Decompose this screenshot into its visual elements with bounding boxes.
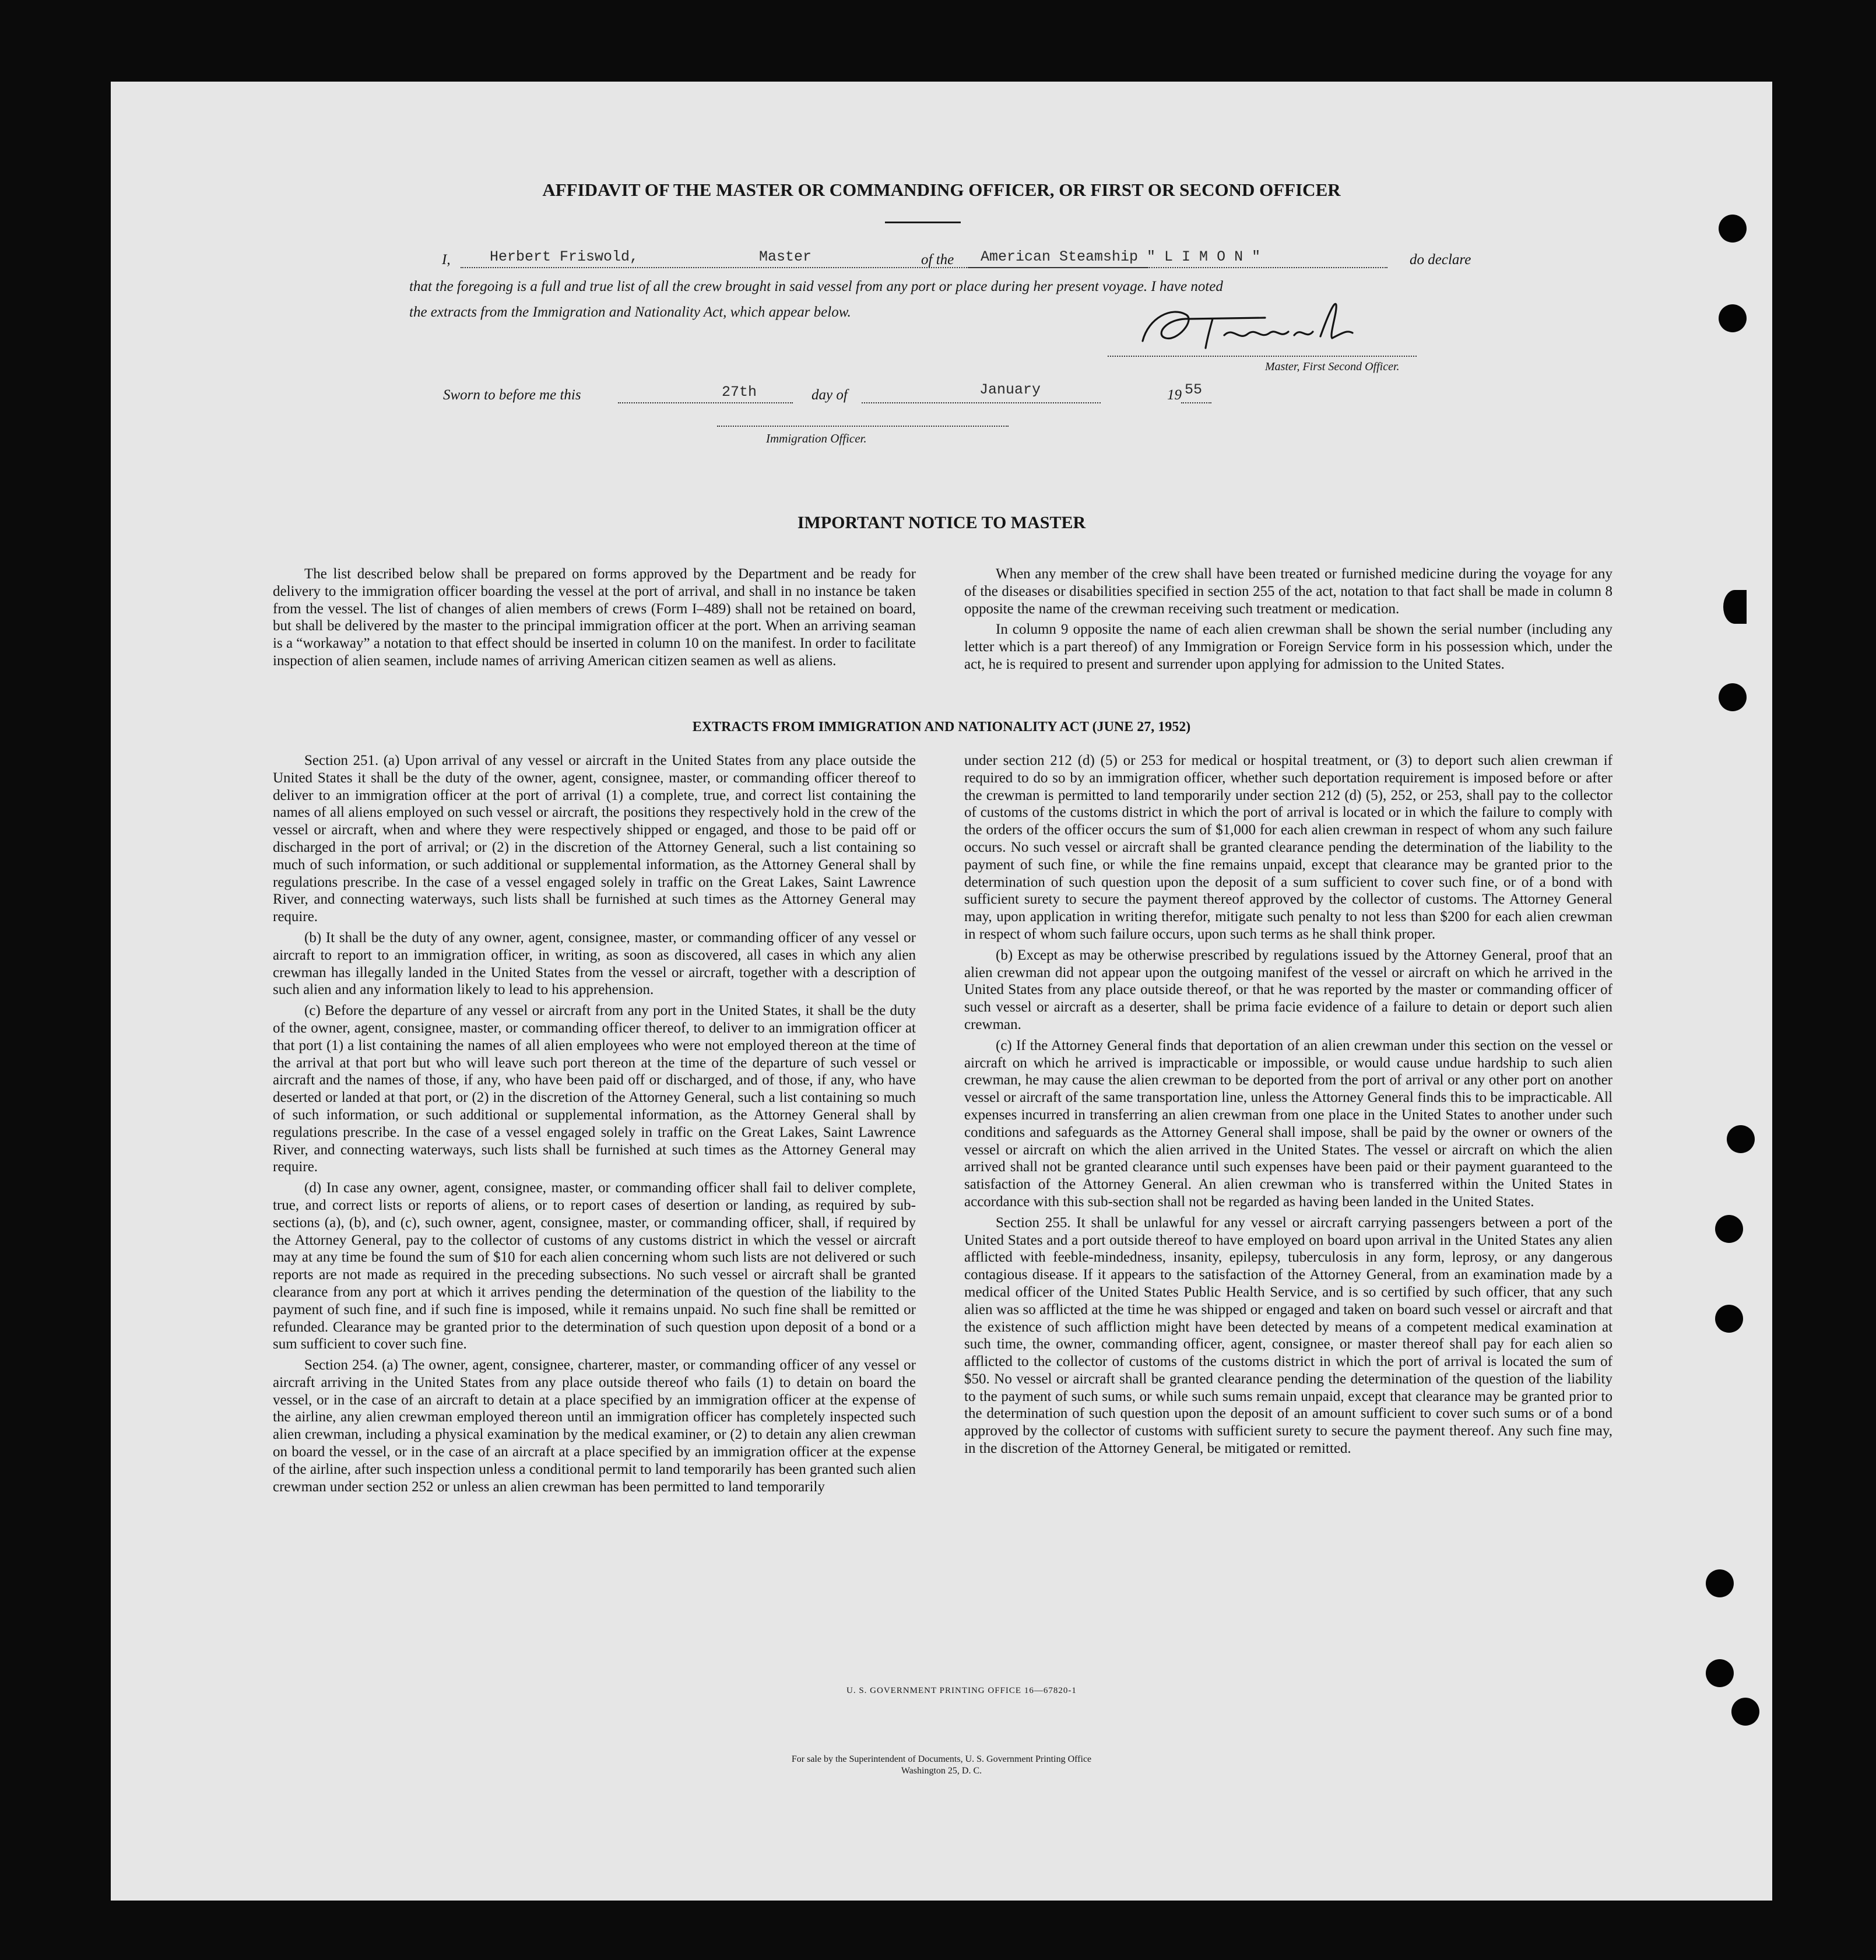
label-do-declare: do declare bbox=[1410, 252, 1471, 268]
extract-section-254-a-cont: under section 212 (d) (5) or 253 for medical or hospital treatment, or (3) to deport such alien crewman if required to do so by an immigration officer, whether such deportation requirement is imposed before or after the crewman is permitted to land temporarily under section 212 (d) (5), 252, or 253, shall pay to the collector of customs of the customs district in which the port of arrival is located or in which the failure to comply with the orders of the officer occurs the sum of $1,000 for each alien crewman in respect of whom any such failure occurs. No such vessel or aircraft shall be granted clearance pending the determination of the liability to the payment of such fine, or while the fine remains unpaid, except that clearance may be granted prior to the determination of such question upon the deposit of a sum sufficient to cover such fine, or of a bond with sufficient surety to secure the payment thereof approved by the collector of customs. The Attorney General may, upon application in writing therefor, mitigate such penalty to not less than $200 for each alien crewman in respect of whom such failure occurs, upon such terms as he shall think proper. bbox=[964, 753, 1612, 942]
sale-notice bbox=[111, 1754, 1772, 1777]
binder-hole bbox=[1723, 590, 1747, 624]
affidavit-heading: AFFIDAVIT OF THE MASTER OR COMMANDING OFFICER, OR FIRST OR SECOND OFFICER bbox=[542, 180, 1341, 200]
notice-right-paragraph-1: When any member of the crew shall have been treated or furnished medicine during the voyage for any of the diseases or disabilities specified in section 255 of the act, notation to that fact shall be made in column 8 opposite the name of the crewman receiving such treatment or medication. bbox=[964, 566, 1612, 617]
extracts-right-column bbox=[964, 752, 1612, 1461]
binder-hole bbox=[1719, 304, 1747, 332]
notice-left-column bbox=[273, 565, 916, 673]
extract-section-251-c: (c) Before the departure of any vessel or aircraft from any port in the United States, it shall be the duty of the owner, agent, consignee, master, or commanding officer thereof, to deliver to an immigration officer at that port (1) a list containing the names of all alien employees who were not employed thereon at the time of the arrival at that port but who will leave such port thereon at the time of the departure of such vessel or aircraft and the names of those, if any, who have been paid off or discharged, and of those, if any, who have deserted or landed at that port, or (2) in the discretion of the Attorney General, such a list containing so much of such information, or such additional or supplemental information, as the Attorney General shall by regulations prescribe. In the case of a vessel engaged solely in traffic on the Great Lakes, Saint Lawrence River, and connecting waterways, such lists shall be furnished at such times as the Attorney General may require. bbox=[273, 1003, 916, 1175]
sworn-label: Sworn to before me this bbox=[443, 387, 581, 403]
binder-hole bbox=[1715, 1305, 1743, 1333]
year-line bbox=[1181, 402, 1211, 403]
sworn-month-line bbox=[862, 402, 1101, 403]
notice-left-paragraph: The list described below shall be prepared on forms approved by the Department and be ready for delivery to the immigration officer boarding the vessel at the port of arrival, and shall in no instance be taken from the vessel. The list of changes of alien members of crews (Form I–489) shall not be retained on board, but shall be delivered by the master to the principal immigration officer at the port. When an arriving seaman is a “workaway” a notation to that effect should be inserted in column 10 on the manifest. In order to facilitate inspection of alien seamen, include names of arriving American citizen seamen as well as aliens. bbox=[273, 566, 916, 669]
declaration-line-1: that the foregoing is a full and true list of all the crew brought in said vessel from any port or place during her present voyage. I have noted bbox=[409, 279, 1223, 294]
extract-section-254-a: Section 254. (a) The owner, agent, consignee, charterer, master, or commanding officer of any vessel or aircraft arriving in the United States from any place outside thereof who fails (1) to detain on board the vessel, or in the case of an aircraft to detain at a place specified by an immigration officer at the expense of the airline, any alien crewman employed thereon until an immigration officer has completely inspected such alien crewman, including a physical examination by the medical examiner, or (2) to detain any alien crewman on board the vessel, or in the case of an aircraft at a place specified by an immigration officer at the expense of the airline, after such inspection unless a conditional permit to land temporarily has been granted such alien crewman under section 252 or unless an alien crewman has been permitted to land temporarily bbox=[273, 1357, 916, 1495]
master-signature bbox=[1131, 294, 1399, 356]
sworn-day-line bbox=[618, 402, 793, 403]
extract-section-255: Section 255. It shall be unlawful for any vessel or aircraft carrying passengers between a port of the United States and a port outside thereof to have employed on board upon arrival in the United States any alien afflicted with feeble-mindedness, insanity, epilepsy, tuberculosis in any form, leprosy, or any dangerous contagious disease. If it appears to the satisfaction of the Attorney General, from an examination made by a medical officer of the United States Public Health Service, and is so certified by such officer, that any such alien was so afflicted at the time he was shipped or engaged and taken on board such vessel or aircraft and that the existence of such affliction might have been detected by means of a competent medical examination at such time, the owner, commanding officer, agent, consignee, or master thereof shall pay for each alien so afflicted to the collector of customs of the customs district in which the port of arrival is located the sum of $50. No vessel or aircraft shall be granted clearance pending the determination of the question of the liability to the payment of such sums, or while such sums remain unpaid, except that clearance may be granted prior to the determination of such question upon the deposit of an amount sufficient to cover such sums or of a bond approved by the collector of customs with sufficient surety to secure the payment thereof. Any such fine may, in the discretion of the Attorney General, be mitigated or remitted. bbox=[964, 1214, 1612, 1457]
vessel-line bbox=[968, 267, 1387, 268]
binder-hole bbox=[1727, 1125, 1755, 1153]
extract-section-251-a: Section 251. (a) Upon arrival of any vessel or aircraft in the United States from any place outside the United States it shall be the duty of the owner, agent, consignee, master, or commanding officer thereof to deliver to an immigration officer at the port of arrival (1) a complete, true, and correct list containing the names of all aliens employed on such vessel or aircraft, the positions they respectively hold in the crew of the vessel or aircraft, when and where they were respectively shipped or engaged, and those to be paid off or discharged in the port of arrival; or (2) in the discretion of the Attorney General, such a list containing so much of such information, or such additional or supplemental information, as the Attorney General shall by regulations prescribe. In the case of a vessel engaged solely in traffic on the Great Lakes, Saint Lawrence River, and connecting waterways, such lists shall be furnished at such times as the Attorney General may require. bbox=[273, 753, 916, 925]
extract-section-254-c: (c) If the Attorney General finds that deportation of an alien crewman under this section on the vessel or aircraft on which he arrived is impracticable or impossible, or would cause undue hardship to such alien crewman, he may cause the alien crewman to be deported from the port of arrival or any other port on another vessel or aircraft of the same transportation line, unless the Attorney General finds this to be impracticable. All expenses incurred in transferring an alien crewman from one place in the United States to another under such conditions and safeguards as the Attorney General shall impose, shall be paid by the owner or owners of the vessel or aircraft on which the alien arrived in the United States. The vessel or aircraft on which the alien arrived shall not be granted clearance until such expenses have been paid or their payment guaranteed to the satisfaction of the Attorney General. An alien crewman who is transferred within the United States in accordance with this sub-section shall not be regarded as having been landed in the United States. bbox=[964, 1037, 1612, 1210]
extract-section-254-b: (b) Except as may be otherwise prescribed by regulations issued by the Attorney General, proof that an alien crewman did not appear upon the outgoing manifest of the vessel or aircraft on which he arrived in the United States from any place outside thereof, or that he was reported by the master or commanding officer of such vessel or aircraft as a deserter, shall be prima facie evidence of a failure to detain or deport such alien crewman. bbox=[964, 947, 1612, 1032]
extracts-left-column bbox=[273, 752, 916, 1499]
binder-hole bbox=[1731, 1698, 1759, 1726]
year-prefix: 19 bbox=[1167, 387, 1182, 403]
notice-heading: IMPORTANT NOTICE TO MASTER bbox=[797, 513, 1086, 532]
sale-line-1: For sale by the Superintendent of Documents, U. S. Government Printing Office bbox=[791, 1754, 1092, 1764]
day-of-label: day of bbox=[811, 387, 848, 403]
declaration-line-2: the extracts from the Immigration and Nationality Act, which appear below. bbox=[409, 304, 851, 320]
binder-hole bbox=[1719, 215, 1747, 243]
binder-hole bbox=[1719, 683, 1747, 711]
vessel-name: American Steamship " L I M O N " bbox=[981, 248, 1261, 265]
sale-line-2: Washington 25, D. C. bbox=[901, 1766, 982, 1776]
immigration-officer-label: Immigration Officer. bbox=[766, 431, 867, 445]
sworn-day: 27th bbox=[722, 384, 757, 401]
binder-hole bbox=[1706, 1569, 1734, 1597]
label-of-the: of the bbox=[921, 252, 954, 268]
extract-section-251-b: (b) It shall be the duty of any owner, agent, consignee, master, or commanding officer of any vessel or aircraft to report to an immigration officer, in writing, as soon as discovered, all cases in which any alien crewman has illegally landed in the United States from the vessel or aircraft, together with a description of such alien and any information likely to lead to his apprehension. bbox=[273, 929, 916, 998]
notice-right-column bbox=[964, 565, 1612, 677]
form-page bbox=[111, 82, 1772, 1901]
signature-caption: Master, First Second Officer. bbox=[1265, 360, 1400, 373]
master-rank: Master bbox=[759, 248, 812, 265]
extracts-heading: EXTRACTS FROM IMMIGRATION AND NATIONALITY ACT (JUNE 27, 1952) bbox=[692, 719, 1191, 735]
heading-rule bbox=[885, 222, 961, 223]
sworn-year: 55 bbox=[1185, 381, 1203, 398]
binder-hole bbox=[1706, 1659, 1734, 1687]
immigration-officer-line bbox=[717, 426, 1009, 427]
signature-line bbox=[1108, 356, 1417, 357]
notice-right-paragraph-2: In column 9 opposite the name of each alien crewman shall be shown the serial number (including any letter which is a part thereof) of any Immigration or Foreign Service form in his possession which, under the act, he is required to present and surrender upon applying for admission to the United States. bbox=[964, 621, 1612, 672]
printing-office-line: U. S. GOVERNMENT PRINTING OFFICE 16—67820-1 bbox=[846, 1686, 1077, 1695]
extract-section-251-d: (d) In case any owner, agent, consignee, master, or commanding officer shall fail to deliver complete, true, and correct lists or reports of aliens, or to report cases of desertion or landing, as required by sub-sections (a), (b), and (c), such owner, agent, consignee, master, or commanding officer, shall, if required by the Attorney General, pay to the collector of customs of any customs district in which the vessel or aircraft may at any time be found the sum of $10 for each alien concerning whom such lists are not delivered or such reports are not made as required in the preceding subsections. No such vessel or aircraft shall be granted clearance from any port at which it arrives pending the determination of the question of the liability to the payment of such fine, and if such fine is imposed, while it remains unpaid. No such fine shall be remitted or refunded. Clearance may be granted prior to the determination of such question upon deposit of a bond or a sum sufficient to cover such fine. bbox=[273, 1180, 916, 1353]
sworn-month: January bbox=[979, 381, 1041, 398]
label-i: I, bbox=[442, 252, 451, 268]
master-name: Herbert Friswold, bbox=[490, 248, 639, 265]
binder-hole bbox=[1715, 1215, 1743, 1243]
